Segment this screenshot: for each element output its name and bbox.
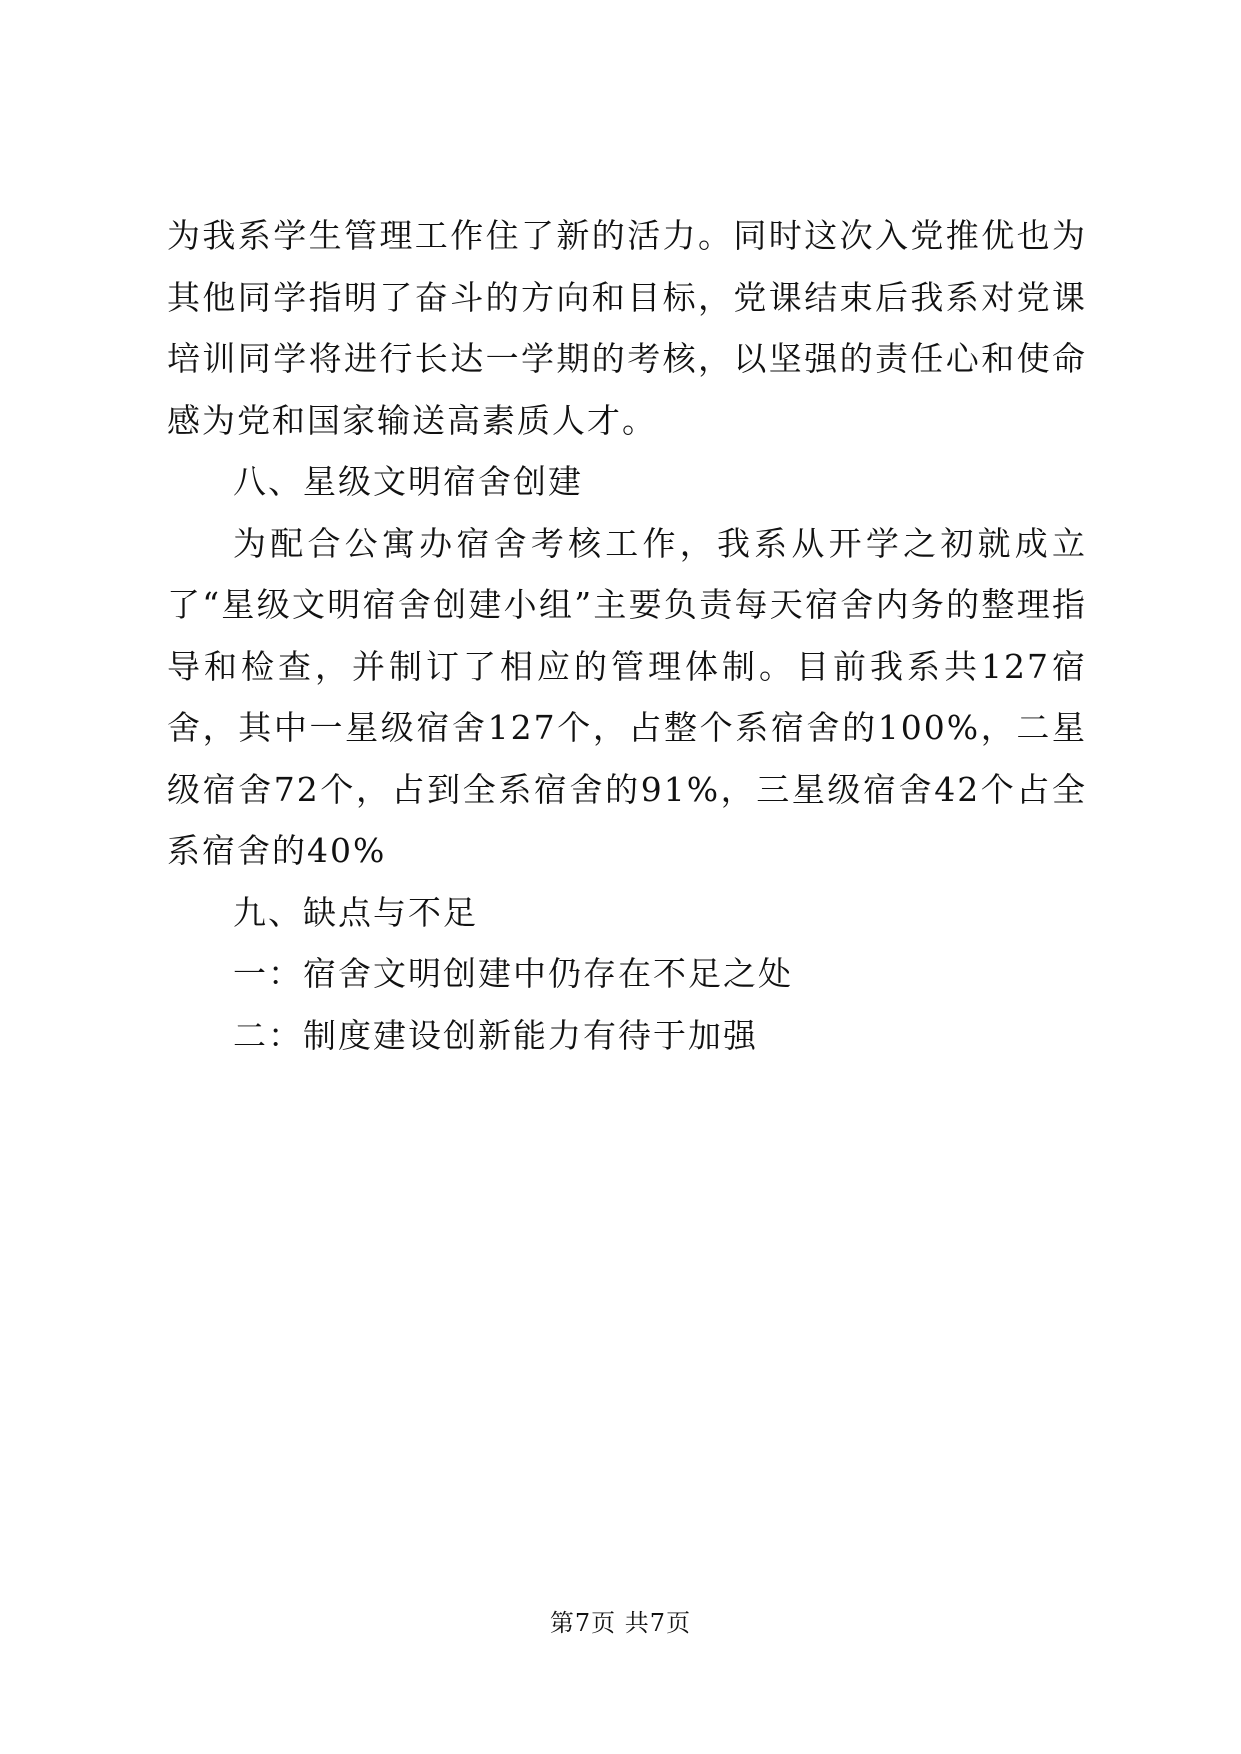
page-number: 第7页 共7页 [549, 1609, 692, 1637]
page-footer [0, 1608, 1241, 1638]
shortcoming-item-1: 一：宿舍文明创建中仍存在不足之处 [233, 954, 793, 993]
paragraph-star-dorm: 为配合公寓办宿舍考核工作，我系从开学之初就成立了“星级文明宿舍创建小组”主要负责每天宿舍内务的整理指导和检查，并制订了相应的管理体制。目前我系共127宿舍，其中一星级宿舍127个，占整个系宿舍的100%，二星级宿舍72个，占到全系宿舍的91%，三星级宿舍42个占全系宿舍的40% [167, 523, 1087, 870]
section-heading-shortcomings: 九、缺点与不足 [233, 892, 478, 932]
section-heading-star-dorm: 八、星级文明宿舍创建 [233, 462, 583, 501]
shortcoming-item-2: 二：制度建设创新能力有待于加强 [233, 1015, 758, 1055]
paragraph-continuation: 为我系学生管理工作住了新的活力。同时这次入党推优也为其他同学指明了奋斗的方向和目标，党课结束后我系对党课培训同学将进行长达一学期的考核，以坚强的责任心和使命感为党和国家输送高素质人才。 [167, 216, 1087, 440]
document-body [167, 205, 1087, 1066]
